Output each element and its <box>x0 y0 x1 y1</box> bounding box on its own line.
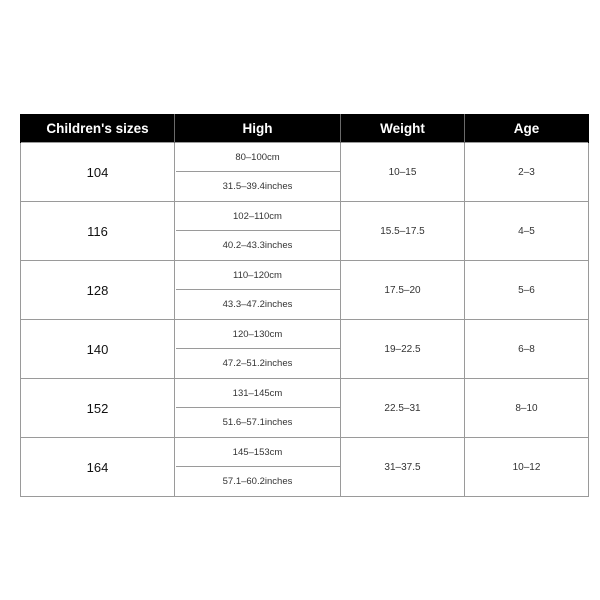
size-cell: 164 <box>21 438 175 497</box>
weight-cell: 22.5–31 <box>341 379 465 438</box>
high-stack <box>175 320 340 378</box>
size-cell: 152 <box>21 379 175 438</box>
high-cell <box>175 379 341 438</box>
size-cell: 128 <box>21 261 175 320</box>
weight-cell: 10–15 <box>341 143 465 202</box>
table-row <box>21 202 589 261</box>
high-inches: 51.6–57.1inches <box>222 417 293 428</box>
high-stack <box>175 379 340 437</box>
age-cell: 10–12 <box>465 438 589 497</box>
high-inches: 47.2–51.2inches <box>222 358 293 369</box>
high-cm: 120–130cm <box>176 320 340 349</box>
table-row <box>21 438 589 497</box>
high-cm: 131–145cm <box>176 379 340 408</box>
age-cell: 4–5 <box>465 202 589 261</box>
high-cm: 110–120cm <box>176 261 340 290</box>
size-cell: 116 <box>21 202 175 261</box>
weight-cell: 19–22.5 <box>341 320 465 379</box>
header-weight: Weight <box>341 114 465 143</box>
header-row <box>21 114 589 143</box>
table-body <box>21 143 589 497</box>
age-cell: 5–6 <box>465 261 589 320</box>
high-cm: 80–100cm <box>176 143 340 172</box>
high-stack <box>175 143 340 201</box>
header-size: Children's sizes <box>21 114 175 143</box>
high-inches: 43.3–47.2inches <box>222 299 293 310</box>
high-cm: 102–110cm <box>176 202 340 231</box>
weight-cell: 31–37.5 <box>341 438 465 497</box>
size-cell: 140 <box>21 320 175 379</box>
high-cell <box>175 261 341 320</box>
high-stack <box>175 202 340 260</box>
table-row <box>21 261 589 320</box>
table-header <box>21 114 589 143</box>
high-cell <box>175 438 341 497</box>
table-row <box>21 379 589 438</box>
high-cell <box>175 202 341 261</box>
high-cm: 145–153cm <box>176 438 340 467</box>
high-inches: 31.5–39.4inches <box>222 181 293 192</box>
table-row <box>21 320 589 379</box>
high-inches: 40.2–43.3inches <box>222 240 293 251</box>
header-high: High <box>175 114 341 143</box>
age-cell: 8–10 <box>465 379 589 438</box>
high-inches: 57.1–60.2inches <box>222 476 293 487</box>
high-cell <box>175 320 341 379</box>
age-cell: 6–8 <box>465 320 589 379</box>
age-cell: 2–3 <box>465 143 589 202</box>
size-cell: 104 <box>21 143 175 202</box>
header-age: Age <box>465 114 589 143</box>
high-stack <box>175 261 340 319</box>
table-row <box>21 143 589 202</box>
high-cell <box>175 143 341 202</box>
weight-cell: 17.5–20 <box>341 261 465 320</box>
high-stack <box>175 438 340 496</box>
weight-cell: 15.5–17.5 <box>341 202 465 261</box>
size-chart-table <box>20 114 589 497</box>
